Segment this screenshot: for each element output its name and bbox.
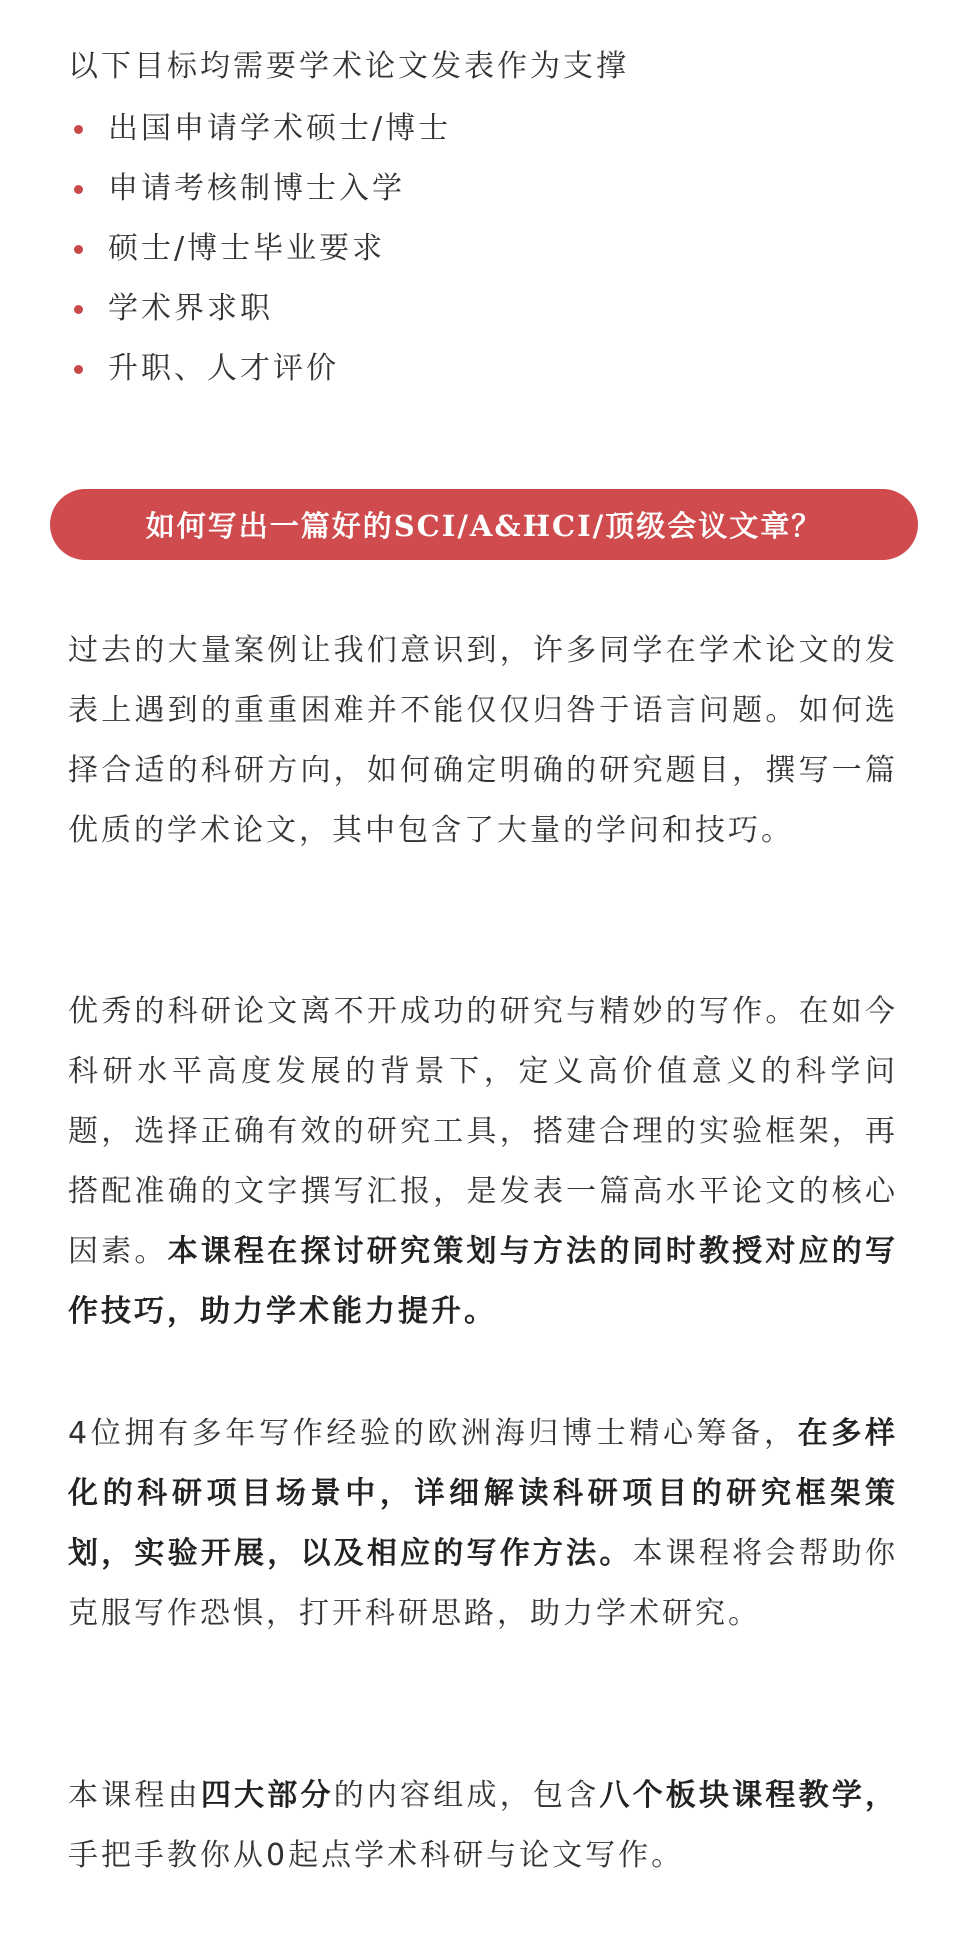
goal-text: 硕士/博士毕业要求	[108, 231, 386, 266]
bullet-dot-icon	[74, 365, 83, 374]
goals-heading: 以下目标均需要学术论文发表作为支撑	[68, 49, 629, 84]
bullet-dot-icon	[74, 125, 83, 134]
goal-text: 出国申请学术硕士/博士	[108, 111, 452, 146]
paragraph-text: 手把手教你从0起点学术科研与论文写作。	[68, 1838, 685, 1873]
goal-text: 学术界求职	[108, 291, 273, 326]
list-item	[68, 104, 451, 164]
list-item	[68, 224, 451, 284]
paragraph-emphasis: 四大部分	[200, 1778, 334, 1813]
paragraph-text: 的内容组成，包含	[333, 1778, 600, 1813]
paragraph-emphasis: 在多样化的科研项目场景中，详细解读科研项目的研究框架策划，实验开展，以及相应的写作方法。	[68, 1416, 898, 1571]
list-item	[68, 164, 451, 224]
paragraph-text: 4位拥有多年写作经验的欧洲海归博士精心筹备，	[68, 1416, 798, 1451]
goal-text: 申请考核制博士入学	[108, 171, 405, 206]
paragraph-text: 本课程由	[68, 1778, 201, 1813]
section-banner	[50, 489, 918, 560]
paragraph-excellent-papers	[68, 982, 898, 1342]
bullet-dot-icon	[74, 245, 83, 254]
paragraph-text: 优秀的科研论文离不开成功的研究与精妙的写作。在如今科研水平高度发展的背景下，定义高价值意义的科学问题，选择正确有效的研究工具，搭建合理的实验框架，再搭配准确的文字撰写汇报，是发表一篇高水平论文的核心因素。	[68, 994, 898, 1269]
list-item	[68, 344, 451, 404]
bullet-dot-icon	[74, 185, 83, 194]
paragraph-text: 本课程将会帮助你克服写作恐惧，打开科研思路，助力学术研究。	[68, 1536, 899, 1631]
bullet-dot-icon	[74, 305, 83, 314]
paragraph-emphasis: 本课程在探讨研究策划与方法的同时教授对应的写作技巧，助力学术能力提升。	[68, 1234, 898, 1329]
paragraph-instructors	[68, 1404, 898, 1644]
paragraph-challenges: 过去的大量案例让我们意识到，许多同学在学术论文的发表上遇到的重重困难并不能仅仅归咎于语言问题。如何选择合适的科研方向，如何确定明确的研究题目，撰写一篇优质的学术论文，其中包含了大量的学问和技巧。	[68, 633, 898, 848]
paragraph-course-structure	[68, 1766, 898, 1886]
goal-text: 升职、人才评价	[108, 351, 339, 386]
banner-title: 如何写出一篇好的SCI/A&HCI/顶级会议文章？	[145, 509, 823, 543]
list-item	[68, 284, 451, 344]
goals-list	[68, 104, 451, 404]
paragraph-emphasis: 八个板块课程教学，	[599, 1778, 899, 1813]
